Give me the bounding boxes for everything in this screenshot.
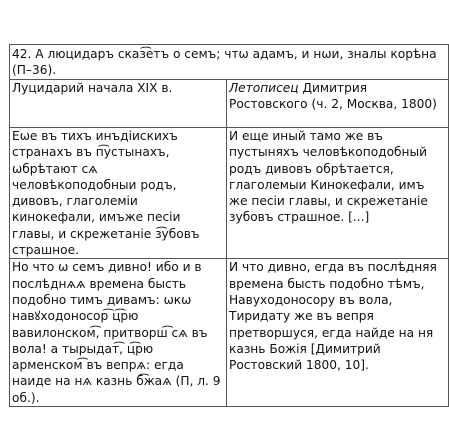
left-column-header: Луцидарий начала XIX в. bbox=[10, 80, 227, 128]
chronicle-text-1: И еще иный тамо же въ пустыняхъ человѣкоподобный родъ дивовъ обрѣтается, глаголемыи Кинокефали, имъ же песіи главы, и скрежетаніе зубовъ страшное. [...] bbox=[227, 128, 449, 259]
comparison-table bbox=[9, 44, 449, 407]
right-header-rest: Димитрия Ростовского (ч. 2, Москва, 1800) bbox=[229, 81, 437, 112]
title-row bbox=[10, 45, 449, 80]
chronicle-text-2: И что дивно, егда въ послѣдняя времена бысть подобно тѣмъ, Навуходоносору въ вола, Тиридату же въ вепря претворшуся, егда найде на ня казнь Божія [Димитрий Ростовский 1800, 10]. bbox=[227, 259, 449, 407]
entry-title: 42. А люцидаръ сказ͡етъ о семъ; чтѡ адамъ, и нѡи, зналы корѣна (П–36). bbox=[10, 45, 449, 80]
table-row bbox=[10, 259, 449, 407]
right-column-header bbox=[227, 80, 449, 128]
table-row bbox=[10, 128, 449, 259]
lucidarius-text-2: Но что ѡ семъ дивно! ибо и в послѣднѧѧ времена бысть подобно тимъ дивамъ: ѡкѡ навꙋходоносор͡ ц͡рю вавилонском͡, притворш͡ сѧ въ вола! а тырыдат͡, ц͡рю арменском͡ въ вепрѧ: егда наиде на нѧ казнь б͡жаѧ (П, л. 9 об.). bbox=[10, 259, 227, 407]
right-header-italic: Летописец bbox=[229, 81, 299, 95]
lucidarius-text-1: Еѡе въ тихъ инъдіискихъ странахъ въ п͡устынахъ, ѡбрѣтают сѧ человѣкоподобныи родъ, дивовъ, глаголеміи кинокефали, имъже песіи главы, и скрежетаніе з͡убовъ страшное. bbox=[10, 128, 227, 259]
header-row bbox=[10, 80, 449, 128]
